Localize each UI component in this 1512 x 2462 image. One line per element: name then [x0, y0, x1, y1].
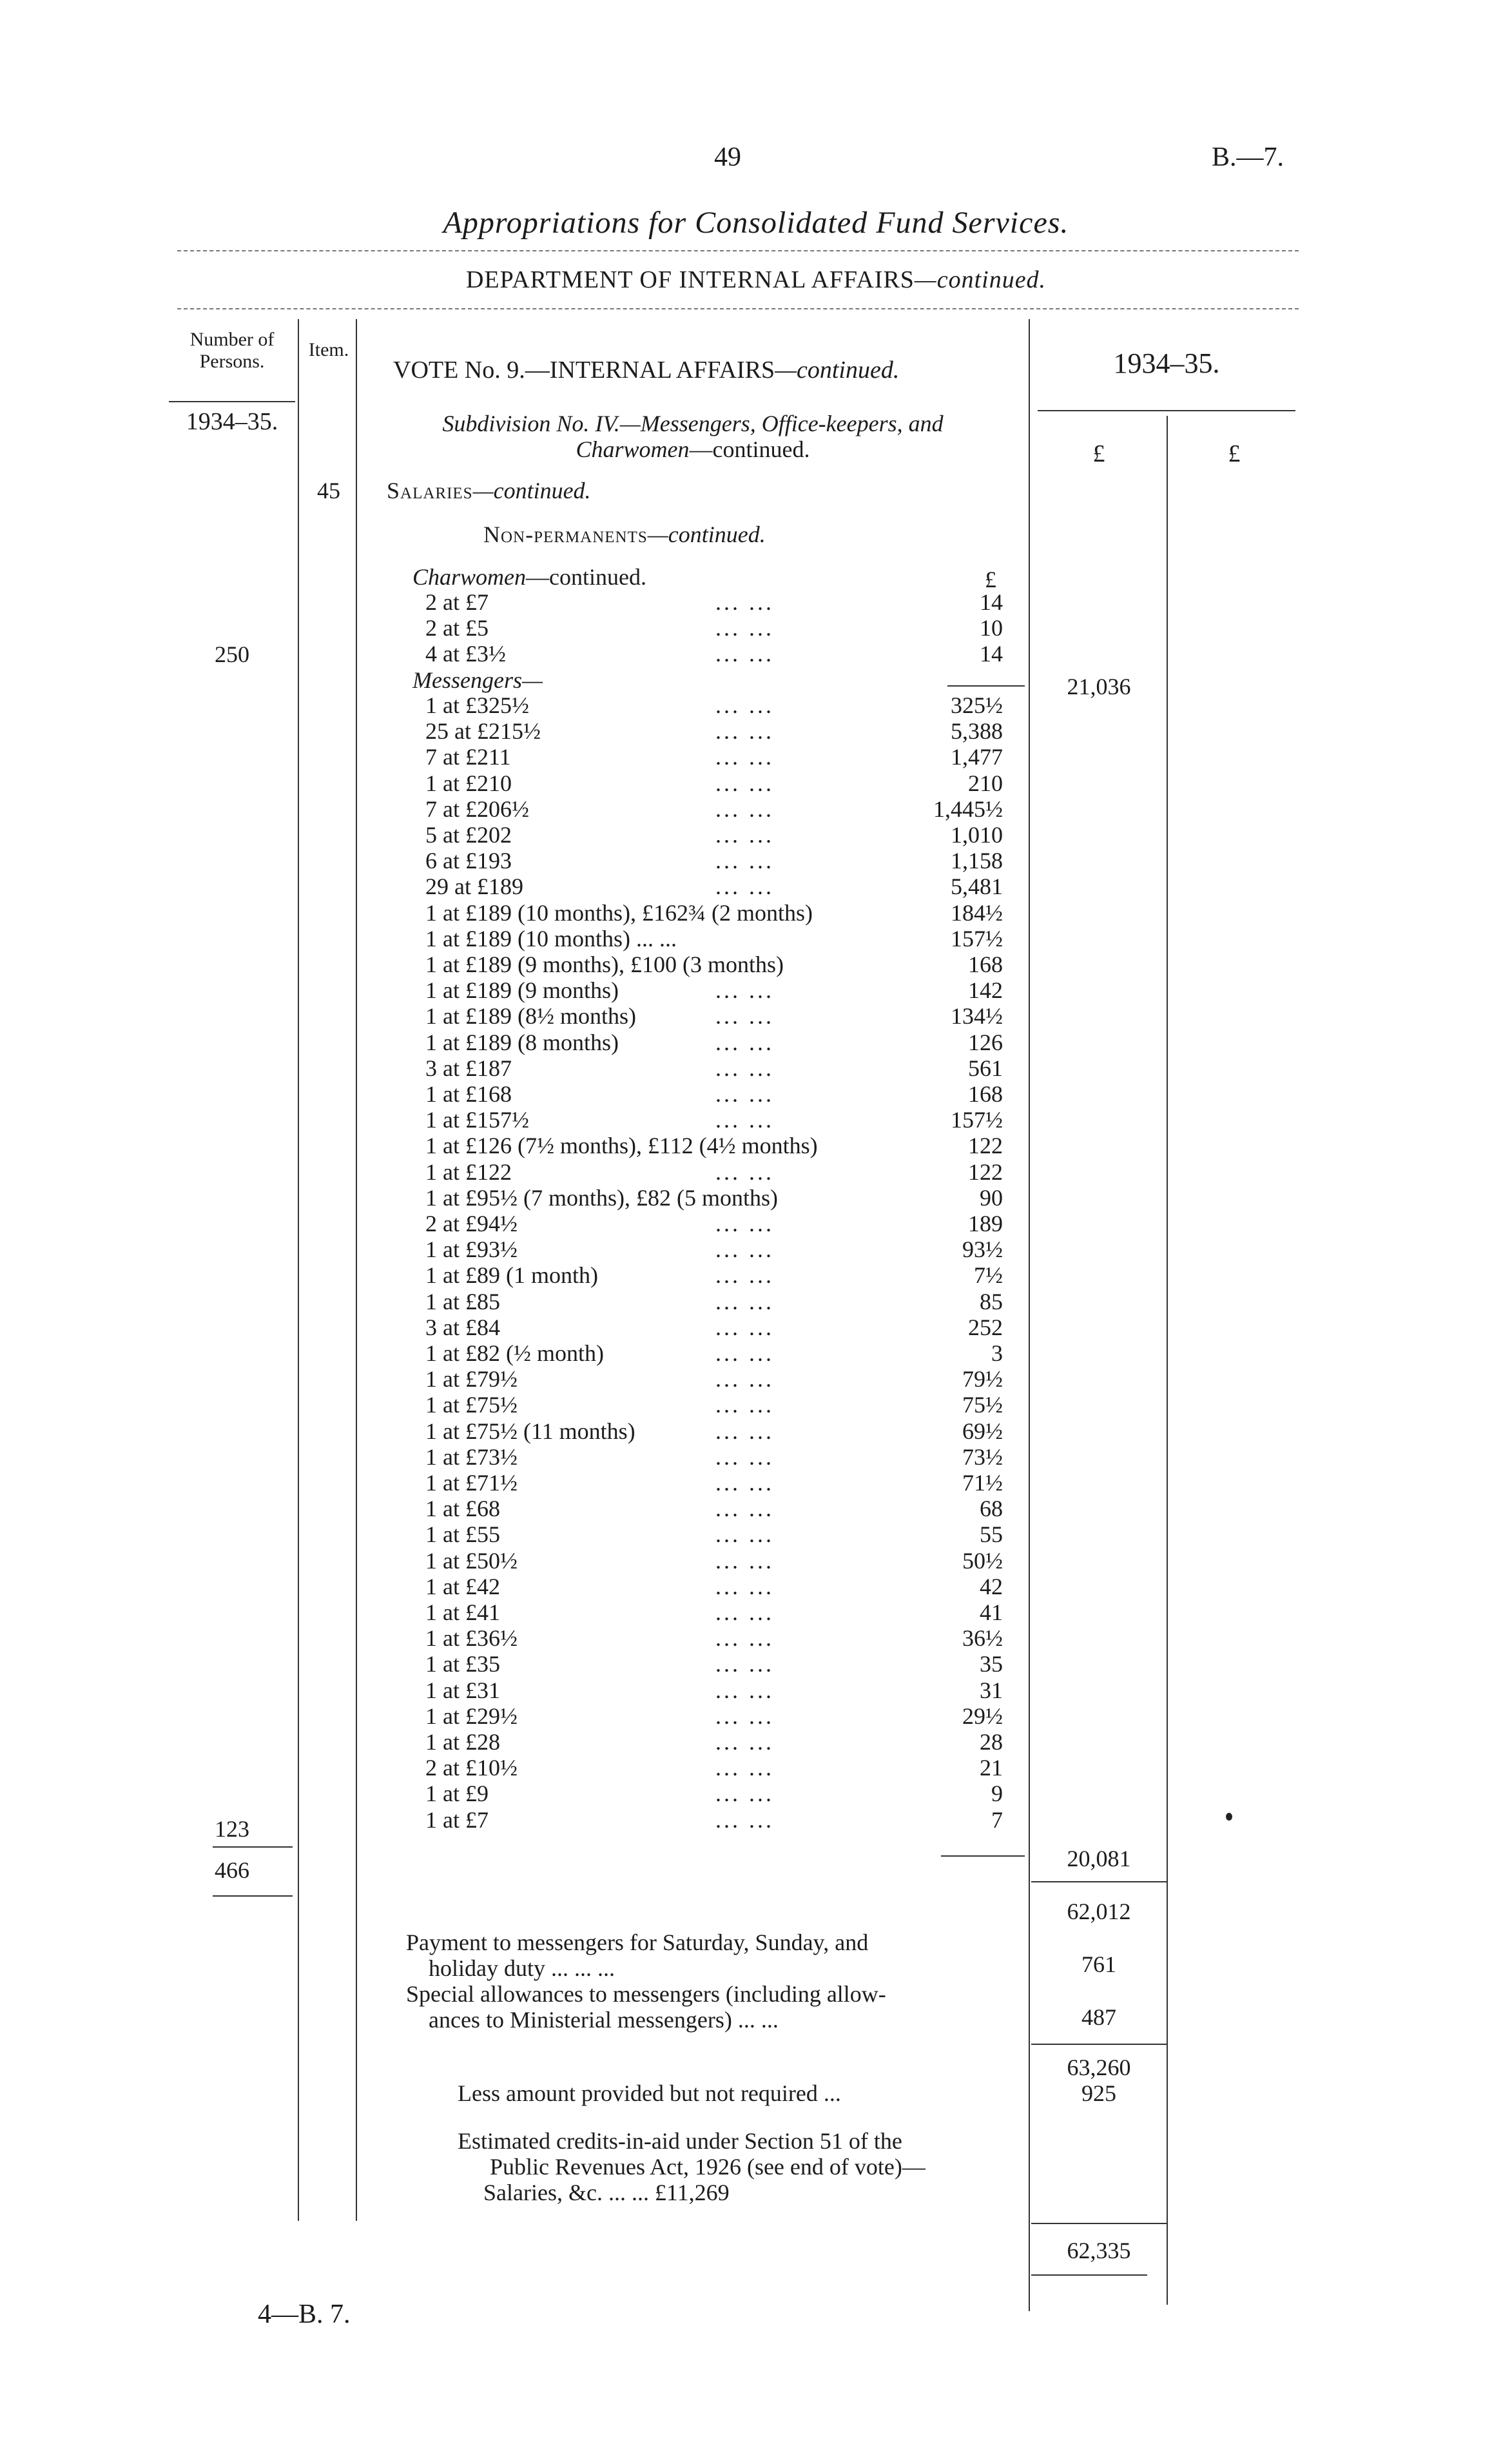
row-amount: 252 [968, 1314, 1003, 1340]
row-description: 1 at £168 [425, 1081, 512, 1107]
department-heading [0, 266, 1512, 294]
ink-dot [1226, 1813, 1232, 1821]
leader-dots: ... ... [715, 848, 774, 874]
row-amount: 41 [980, 1599, 1003, 1625]
leader-dots: ... ... [715, 796, 774, 822]
leader-dots: ... ... [715, 1003, 774, 1030]
row-description: 1 at £50½ [425, 1547, 518, 1574]
less-not-required: Less amount provided but not required ... [458, 2080, 841, 2106]
row-amount: 1,010 [951, 822, 1003, 848]
row-amount: 85 [980, 1288, 1003, 1314]
leader-dots: ... ... [715, 744, 774, 770]
leader-dots: ... ... [715, 1055, 774, 1081]
list-item [0, 1781, 1512, 1806]
list-item [0, 1444, 1512, 1470]
list-item [0, 1521, 1512, 1547]
row-amount: 210 [968, 770, 1003, 796]
subtotal-rule [1031, 1881, 1167, 1882]
list-item [0, 1703, 1512, 1729]
row-amount: 93½ [962, 1236, 1003, 1263]
leader-dots: ... ... [715, 1443, 774, 1470]
row-amount: 90 [980, 1184, 1003, 1211]
row-description: 5 at £202 [425, 822, 512, 848]
charwomen-persons: 250 [215, 641, 249, 667]
credits-line3: Salaries, &c. ... ... £11,269 [483, 2180, 730, 2205]
year-header: 1934–35. [1113, 347, 1220, 379]
row-amount: 7½ [974, 1262, 1003, 1289]
row-amount: 122 [968, 1158, 1003, 1185]
row-amount: 36½ [962, 1625, 1003, 1652]
document-reference: B.—7. [1212, 142, 1284, 172]
leader-dots: ... ... [715, 1806, 774, 1833]
leader-dots: ... ... [715, 1677, 774, 1703]
list-item [0, 692, 1512, 718]
subtotal: 62,012 [1067, 1899, 1131, 1924]
leader-dots: ... ... [715, 1703, 774, 1729]
page-number: 49 [714, 142, 741, 172]
list-item [0, 1677, 1512, 1703]
row-amount: 31 [980, 1677, 1003, 1703]
row-amount: 561 [968, 1055, 1003, 1081]
leader-dots: ... ... [715, 1392, 774, 1418]
leader-dots: ... ... [715, 641, 774, 667]
row-description: 1 at £82 (½ month) [425, 1340, 604, 1366]
leader-dots: ... ... [715, 1729, 774, 1755]
row-description: 1 at £73½ [425, 1443, 518, 1470]
title-rule [177, 250, 1299, 251]
year-persons-label: 1934–35. [186, 408, 278, 435]
charwomen-sum-rule [947, 685, 1025, 687]
special-allowances-amount: 487 [1081, 2004, 1116, 2030]
leader-dots: ... ... [715, 1755, 774, 1781]
net-rule-bottom [1031, 2274, 1147, 2276]
list-item [0, 1289, 1512, 1314]
leader-dots: ... ... [715, 1418, 774, 1444]
leader-dots: ... ... [715, 589, 774, 615]
list-item [0, 1729, 1512, 1755]
department-rule [177, 308, 1299, 309]
list-item [0, 796, 1512, 822]
subdivision-heading-line1: Subdivision No. IV.—Messengers, Office-keepers, and [442, 411, 944, 436]
pound-column-2: £ [1228, 440, 1241, 467]
row-description: 3 at £187 [425, 1055, 512, 1081]
leader-dots: ... ... [715, 1651, 774, 1677]
row-description: 6 at £193 [425, 848, 512, 874]
row-amount: 7 [991, 1806, 1003, 1833]
list-item [0, 900, 1512, 926]
net-rule-top [1031, 2223, 1167, 2224]
persons-total-rule-bottom [213, 1895, 293, 1897]
row-amount: 1,477 [951, 744, 1003, 770]
list-item [0, 1030, 1512, 1055]
item-header: Item. [308, 339, 349, 360]
list-item [0, 1470, 1512, 1496]
row-amount: 50½ [962, 1547, 1003, 1574]
item-number: 45 [317, 478, 340, 503]
list-item [0, 977, 1512, 1003]
row-amount: 29½ [962, 1703, 1003, 1729]
charwomen-pound-sign: £ [985, 567, 996, 592]
row-amount: 1,158 [951, 848, 1003, 874]
list-item [0, 1159, 1512, 1185]
leader-dots: ... ... [715, 615, 774, 641]
row-amount: 35 [980, 1651, 1003, 1677]
leader-dots: ... ... [715, 1366, 774, 1392]
leader-dots: ... ... [715, 1599, 774, 1625]
row-amount: 5,388 [951, 718, 1003, 745]
list-item [0, 1651, 1512, 1677]
list-item [0, 848, 1512, 874]
credits-line1: Estimated credits-in-aid under Section 51 of the [458, 2128, 902, 2154]
row-description: 1 at £189 (10 months) ... ... [425, 925, 677, 952]
row-description: 1 at £71½ [425, 1470, 518, 1496]
list-item [0, 1003, 1512, 1029]
list-item [0, 1366, 1512, 1392]
leader-dots: ... ... [715, 1158, 774, 1185]
row-amount: 142 [968, 977, 1003, 1004]
row-amount: 3 [991, 1340, 1003, 1366]
list-item [0, 744, 1512, 770]
row-description: 1 at £157½ [425, 1107, 529, 1133]
row-description: 1 at £189 (9 months), £100 (3 months) [425, 952, 784, 977]
row-amount: 21 [980, 1755, 1003, 1781]
leader-dots: ... ... [715, 1547, 774, 1574]
messengers-heading: Messengers— [412, 667, 543, 693]
department-suffix: —continued. [914, 266, 1047, 293]
row-description: 1 at £189 (8 months) [425, 1029, 619, 1055]
list-item [0, 1574, 1512, 1599]
row-amount: 168 [968, 1081, 1003, 1107]
row-amount: 126 [968, 1029, 1003, 1055]
leader-dots: ... ... [715, 1236, 774, 1263]
row-description: 2 at £10½ [425, 1755, 518, 1781]
messengers-persons: 123 [215, 1816, 249, 1842]
row-description: 1 at £55 [425, 1521, 500, 1548]
special-allowances-line1: Special allowances to messengers (including allow- [406, 1981, 886, 2007]
gross-total: 63,260 [1067, 2055, 1131, 2080]
year-header-rule [1038, 410, 1295, 411]
row-description: 29 at £189 [425, 874, 523, 900]
row-amount: 14 [980, 641, 1003, 667]
row-amount: 14 [980, 589, 1003, 615]
leader-dots: ... ... [715, 1573, 774, 1599]
list-item [0, 1081, 1512, 1107]
payment-amount: 761 [1081, 1951, 1116, 1977]
row-amount: 75½ [962, 1392, 1003, 1418]
leader-dots: ... ... [715, 1496, 774, 1522]
payment-line1: Payment to messengers for Saturday, Sunday, and [406, 1930, 869, 1955]
row-description: 1 at £68 [425, 1496, 500, 1522]
leader-dots: ... ... [715, 977, 774, 1004]
row-description: 1 at £126 (7½ months), £112 (4½ months) [425, 1133, 818, 1159]
less-amount: 925 [1081, 2080, 1116, 2106]
leader-dots: ... ... [715, 822, 774, 848]
row-amount: 5,481 [951, 874, 1003, 900]
charwomen-total: 21,036 [1067, 674, 1131, 699]
row-amount: 69½ [962, 1418, 1003, 1444]
row-amount: 71½ [962, 1470, 1003, 1496]
leader-dots: ... ... [715, 1081, 774, 1107]
pound-column-1: £ [1092, 440, 1105, 467]
row-amount: 9 [991, 1781, 1003, 1807]
list-item [0, 1496, 1512, 1521]
leader-dots: ... ... [715, 718, 774, 745]
row-description: 1 at £28 [425, 1729, 500, 1755]
list-item [0, 718, 1512, 744]
leader-dots: ... ... [715, 1288, 774, 1314]
row-description: 2 at £7 [425, 589, 489, 615]
list-item [0, 1599, 1512, 1625]
leader-dots: ... ... [715, 1262, 774, 1289]
row-amount: 134½ [951, 1003, 1003, 1030]
row-description: 1 at £122 [425, 1158, 512, 1185]
leader-dots: ... ... [715, 770, 774, 796]
row-description: 1 at £189 (9 months) [425, 977, 619, 1004]
list-item [0, 589, 1512, 615]
list-item [0, 1340, 1512, 1366]
row-description: 1 at £89 (1 month) [425, 1262, 598, 1289]
row-amount: 157½ [951, 925, 1003, 952]
leader-dots: ... ... [715, 692, 774, 718]
row-amount: 79½ [962, 1366, 1003, 1392]
leader-dots: ... ... [715, 1107, 774, 1133]
row-description: 1 at £41 [425, 1599, 500, 1625]
row-description: 1 at £42 [425, 1573, 500, 1599]
footer-signature: 4—B. 7. [258, 2300, 351, 2329]
row-description: 1 at £35 [425, 1651, 500, 1677]
number-of-persons-header: Number of Persons. [189, 329, 275, 372]
list-item [0, 926, 1512, 952]
list-item [0, 1185, 1512, 1211]
messengers-total: 20,081 [1067, 1846, 1131, 1871]
special-allowances-line2: ances to Ministerial messengers) ... ... [429, 2007, 779, 2033]
row-description: 1 at £29½ [425, 1703, 518, 1729]
list-item [0, 822, 1512, 848]
row-amount: 157½ [951, 1107, 1003, 1133]
row-description: 1 at £93½ [425, 1236, 518, 1263]
row-amount: 1,445½ [933, 796, 1003, 822]
list-item [0, 1625, 1512, 1651]
list-item [0, 1133, 1512, 1158]
row-description: 7 at £206½ [425, 796, 529, 822]
row-description: 1 at £189 (10 months), £162¾ (2 months) [425, 899, 813, 926]
row-description: 2 at £5 [425, 615, 489, 641]
list-item [0, 1055, 1512, 1081]
net-total: 62,335 [1067, 2238, 1131, 2263]
department-name: DEPARTMENT OF INTERNAL AFFAIRS [465, 266, 915, 293]
leader-dots: ... ... [715, 874, 774, 900]
row-description: 4 at £3½ [425, 641, 506, 667]
gross-rule [1031, 2044, 1167, 2045]
list-item [0, 1211, 1512, 1236]
list-item [0, 1755, 1512, 1781]
row-description: 1 at £9 [425, 1781, 489, 1807]
list-item [0, 1418, 1512, 1444]
leader-dots: ... ... [715, 1211, 774, 1236]
subdivision-heading-line2: Charwomen—continued. [576, 436, 810, 462]
row-description: 1 at £75½ [425, 1392, 518, 1418]
payment-line2: holiday duty ... ... ... [429, 1955, 615, 1981]
leader-dots: ... ... [715, 1340, 774, 1366]
leader-dots: ... ... [715, 1314, 774, 1340]
row-amount: 42 [980, 1573, 1003, 1599]
row-description: 1 at £85 [425, 1288, 500, 1314]
row-description: 1 at £31 [425, 1677, 500, 1703]
row-description: 25 at £215½ [425, 718, 541, 745]
leader-dots: ... ... [715, 1521, 774, 1548]
row-amount: 68 [980, 1496, 1003, 1522]
row-amount: 168 [968, 952, 1003, 977]
row-amount: 325½ [951, 692, 1003, 718]
list-item [0, 1107, 1512, 1133]
row-description: 7 at £211 [425, 744, 511, 770]
row-amount: 184½ [951, 899, 1003, 926]
persons-header-rule [169, 401, 295, 402]
leader-dots: ... ... [715, 1029, 774, 1055]
row-description: 1 at £325½ [425, 692, 529, 718]
list-item [0, 770, 1512, 796]
list-item [0, 874, 1512, 899]
row-amount: 10 [980, 615, 1003, 641]
salaries-heading: Salaries—continued. [387, 478, 591, 503]
list-item [0, 1236, 1512, 1262]
leader-dots: ... ... [715, 1781, 774, 1807]
page-title: Appropriations for Consolidated Fund Services. [443, 206, 1069, 240]
row-amount: 73½ [962, 1443, 1003, 1470]
row-amount: 189 [968, 1211, 1003, 1236]
list-item [0, 1392, 1512, 1418]
row-amount: 55 [980, 1521, 1003, 1548]
leader-dots: ... ... [715, 1625, 774, 1652]
row-description: 1 at £75½ (11 months) [425, 1418, 635, 1444]
row-description: 3 at £84 [425, 1314, 500, 1340]
list-item [0, 1548, 1512, 1574]
row-amount: 122 [968, 1133, 1003, 1159]
row-description: 1 at £79½ [425, 1366, 518, 1392]
list-item [0, 1314, 1512, 1340]
row-description: 1 at £7 [425, 1806, 489, 1833]
row-amount: 28 [980, 1729, 1003, 1755]
row-description: 1 at £210 [425, 770, 512, 796]
non-permanents-heading: Non-permanents—continued. [483, 522, 766, 547]
row-description: 1 at £189 (8½ months) [425, 1003, 636, 1030]
row-description: 2 at £94½ [425, 1211, 518, 1236]
list-item [0, 1262, 1512, 1288]
messengers-sum-rule [941, 1855, 1025, 1857]
persons-total-rule-top [213, 1846, 293, 1848]
row-description: 1 at £95½ (7 months), £82 (5 months) [425, 1184, 778, 1211]
charwomen-heading: Charwomen—continued. [412, 564, 646, 590]
credits-line2: Public Revenues Act, 1926 (see end of vote)— [490, 2154, 926, 2180]
persons-total: 466 [215, 1857, 249, 1883]
row-description: 1 at £36½ [425, 1625, 518, 1652]
vote-title: VOTE No. 9.—INTERNAL AFFAIRS—continued. [393, 357, 900, 384]
leader-dots: ... ... [715, 1470, 774, 1496]
list-item [0, 952, 1512, 977]
list-item [0, 615, 1512, 641]
